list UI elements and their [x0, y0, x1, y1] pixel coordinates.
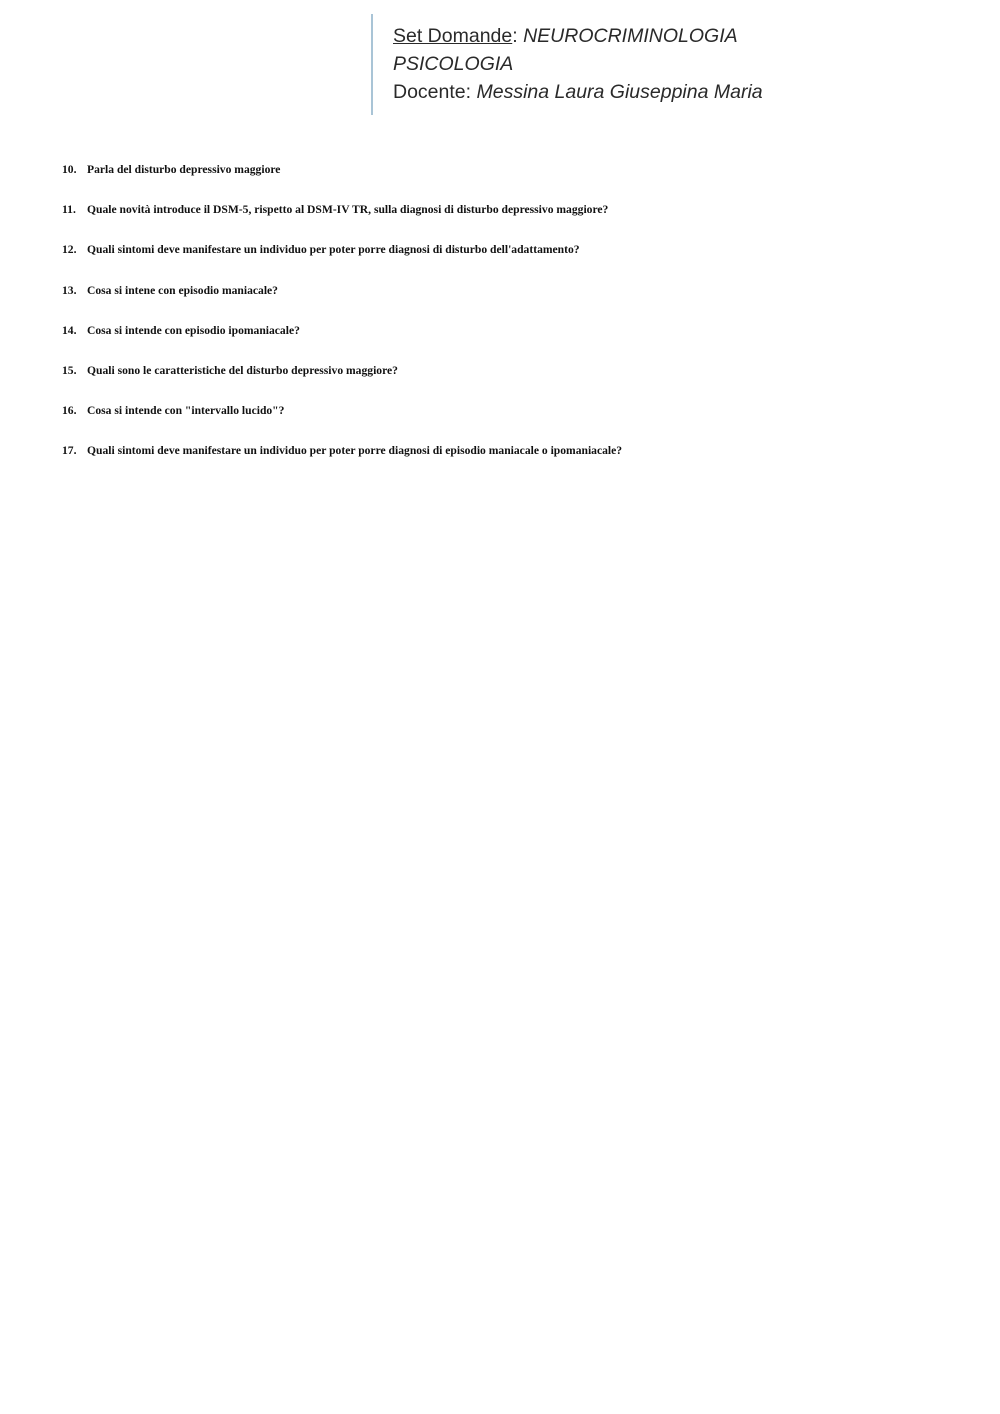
- question-text: Quali sono le caratteristiche del disturbo depressivo maggiore?: [87, 363, 398, 377]
- question-text: Quale novità introduce il DSM-5, rispetto al DSM-IV TR, sulla diagnosi di disturbo depressivo maggiore?: [87, 203, 609, 217]
- teacher-line: [393, 78, 821, 106]
- question-text: Cosa si intende con episodio ipomaniacale?: [87, 323, 300, 337]
- question-item: [62, 441, 962, 481]
- question-number: 14.: [62, 323, 77, 337]
- question-text: Cosa si intende con "intervallo lucido"?: [87, 404, 285, 418]
- question-item: [62, 200, 962, 240]
- set-colon: :: [512, 25, 518, 47]
- question-number: 11.: [62, 203, 76, 217]
- question-text: Quali sintomi deve manifestare un individuo per poter porre diagnosi di episodio maniacale o ipomaniacale?: [87, 444, 623, 458]
- subject-line-2-row: [393, 50, 821, 78]
- question-item: [62, 401, 962, 441]
- document-header: [371, 14, 821, 115]
- set-line: [393, 22, 821, 50]
- question-text: Cosa si intene con episodio maniacale?: [87, 283, 278, 297]
- question-number: 17.: [62, 444, 77, 458]
- question-number: 10.: [62, 163, 77, 176]
- question-text: Parla del disturbo depressivo maggiore: [87, 163, 281, 176]
- question-number: 12.: [62, 243, 77, 257]
- question-list: [62, 160, 962, 482]
- question-item: [62, 240, 962, 280]
- question-number: 13.: [62, 283, 77, 297]
- question-number: 16.: [62, 404, 77, 418]
- subject-line-1: NEUROCRIMINOLOGIA: [523, 25, 738, 47]
- question-item: [62, 281, 962, 321]
- question-item: [62, 321, 962, 361]
- question-item: [62, 160, 962, 200]
- question-number: 15.: [62, 363, 77, 377]
- teacher-name: Messina Laura Giuseppina Maria: [476, 81, 763, 103]
- question-item: [62, 361, 962, 401]
- teacher-label: Docente:: [393, 81, 472, 103]
- set-label: Set Domande: [393, 25, 513, 47]
- question-text: Quali sintomi deve manifestare un individuo per poter porre diagnosi di disturbo dell'adattamento?: [87, 243, 580, 257]
- subject-line-2: PSICOLOGIA: [393, 53, 514, 75]
